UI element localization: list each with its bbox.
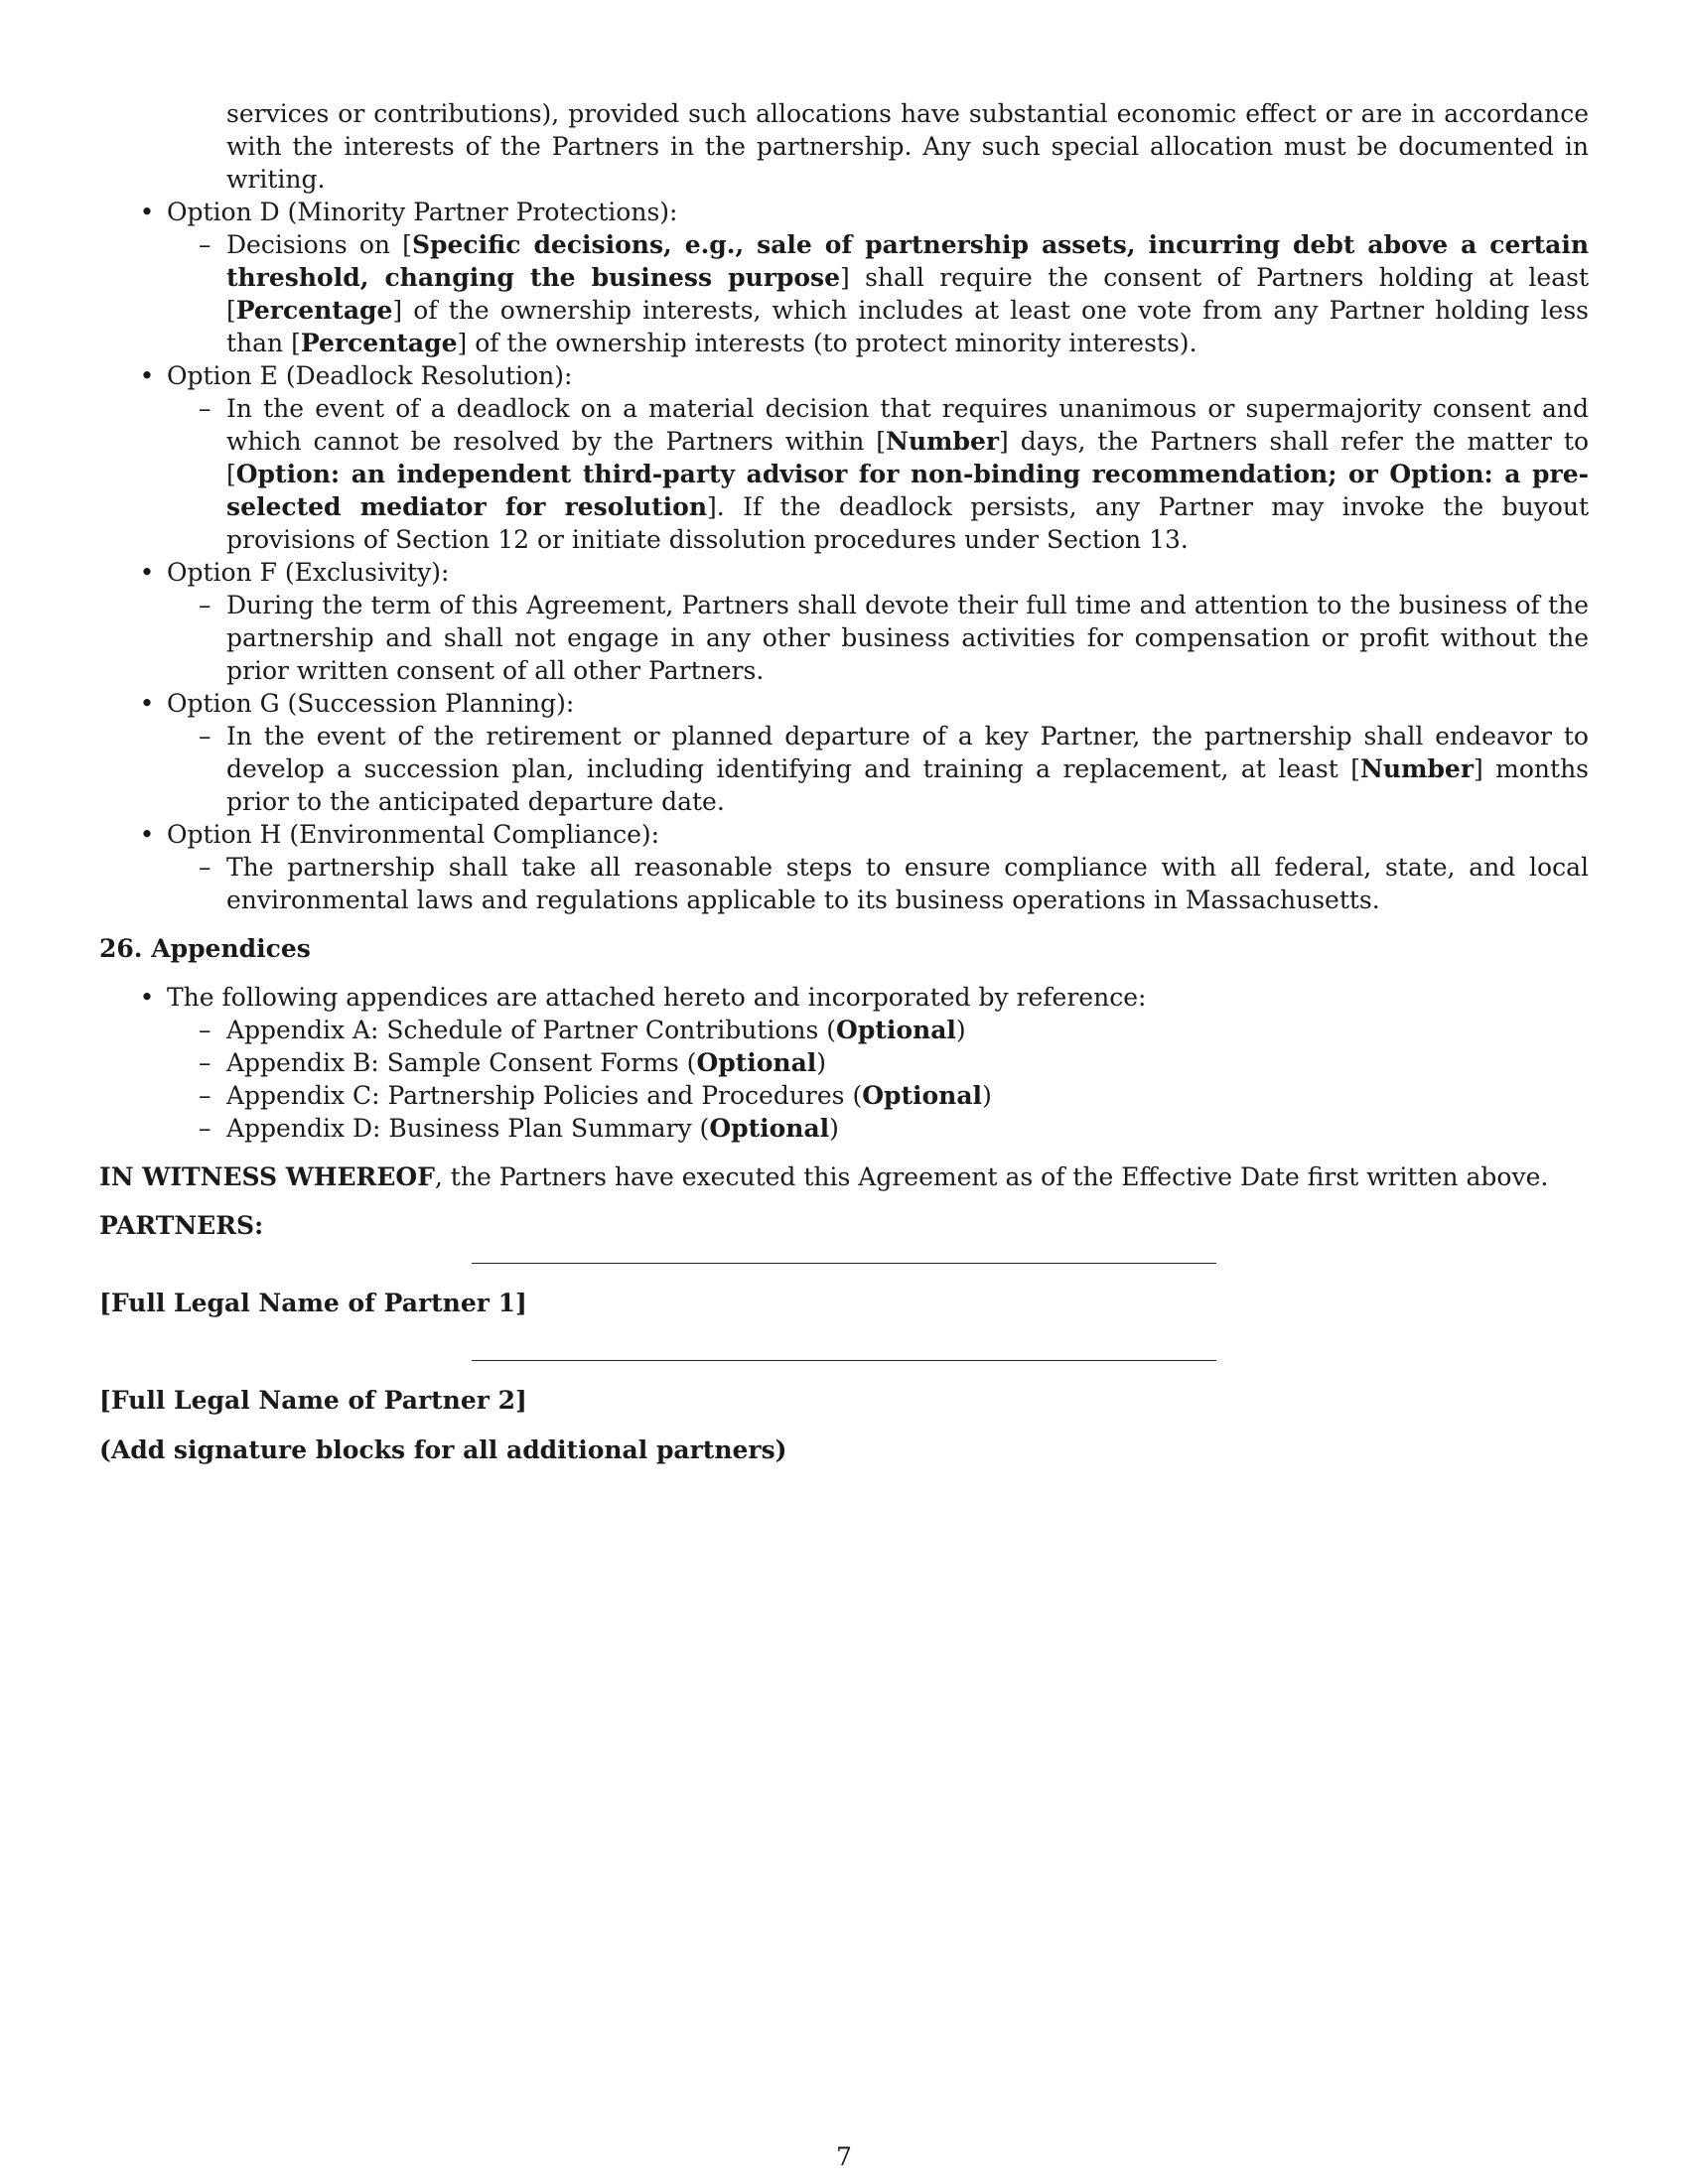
dash-icon: – bbox=[199, 394, 211, 423]
option-g-text: – In the event of the retirement or planned departure of a key Partner, the partnership shall endeavor to develop a succession plan, including identifying and training a replacement, at least [Number] months prior to the anticipated departure date. bbox=[199, 722, 1590, 816]
option-f-item bbox=[99, 556, 1589, 589]
dash-icon: – bbox=[199, 1081, 211, 1110]
partners-label: PARTNERS: bbox=[99, 1211, 264, 1240]
option-d-label: Option D (Minority Partner Protections): bbox=[167, 198, 678, 226]
dash-icon: – bbox=[199, 1048, 211, 1077]
bullet-icon: • bbox=[139, 361, 155, 390]
appendices-intro-item bbox=[99, 981, 1589, 1014]
option-g-item bbox=[99, 687, 1589, 720]
additional-partners-note: (Add signature blocks for all additional partners) bbox=[99, 1435, 787, 1464]
appendix-item: – Appendix C: Partnership Policies and Procedures (Optional) bbox=[199, 1081, 992, 1110]
option-e-item bbox=[99, 359, 1589, 392]
appendix-item: – Appendix D: Business Plan Summary (Optional) bbox=[199, 1114, 839, 1143]
document-body bbox=[99, 97, 1589, 1242]
page-number: 7 bbox=[836, 2142, 852, 2171]
appendices-intro: The following appendices are attached hereto and incorporated by reference: bbox=[167, 983, 1147, 1012]
dash-icon: – bbox=[199, 722, 211, 751]
section-heading-appendices: 26. Appendices bbox=[99, 934, 311, 963]
dash-icon: – bbox=[199, 853, 211, 882]
option-g-label: Option G (Succession Planning): bbox=[167, 689, 575, 718]
signature-line-partner-2 bbox=[472, 1360, 1216, 1361]
option-d-text: – Decisions on [Specific decisions, e.g., sale of partnership assets, incurring debt above a certain threshold, changing the business purpose] shall require the consent of Partners holding at least [Percentage] of the ownership interests, which includes at least one vote from any Partner holding less than [Percentage] of the ownership interests (to protect minority interests). bbox=[199, 230, 1590, 357]
bullet-icon: • bbox=[139, 820, 155, 849]
appendix-item: – Appendix B: Sample Consent Forms (Optional) bbox=[199, 1048, 827, 1077]
option-f-text: – During the term of this Agreement, Partners shall devote their full time and attention to the business of the partnership and shall not engage in any other business activities for compensation or profit without the prior written consent of all other Partners. bbox=[199, 591, 1589, 685]
option-f-label: Option F (Exclusivity): bbox=[167, 558, 450, 587]
bullet-icon: • bbox=[139, 983, 155, 1012]
signature-name-partner-2: [Full Legal Name of Partner 2] bbox=[99, 1386, 527, 1415]
option-h-label: Option H (Environmental Compliance): bbox=[167, 820, 660, 849]
appendix-item: – Appendix A: Schedule of Partner Contributions (Optional) bbox=[199, 1016, 966, 1044]
dash-icon: – bbox=[199, 1114, 211, 1143]
option-h-item bbox=[99, 818, 1589, 851]
signature-name-partner-1: [Full Legal Name of Partner 1] bbox=[99, 1289, 527, 1317]
dash-icon: – bbox=[199, 591, 211, 619]
option-d-item bbox=[99, 196, 1589, 228]
bullet-icon: • bbox=[139, 198, 155, 226]
witness-clause: IN WITNESS WHEREOF, the Partners have executed this Agreement as of the Effective Date first written above. bbox=[99, 1162, 1549, 1191]
bullet-icon: • bbox=[139, 689, 155, 718]
bullet-icon: • bbox=[139, 558, 155, 587]
signature-line-partner-1 bbox=[472, 1263, 1216, 1264]
continuation-paragraph: services or contributions), provided such allocations have substantial economic effect or are in accordance with the interests of the Partners in the partnership. Any such special allocation must be documented in writing. bbox=[226, 99, 1589, 194]
option-e-text: – In the event of a deadlock on a material decision that requires unanimous or supermajority consent and which cannot be resolved by the Partners within [Number] days, the Partners shall refer the matter to [Option: an independent third-party advisor for non-binding recommendation; or Option: a pre-selected mediator for resolution]. If the deadlock persists, any Partner may invoke the buyout provisions of Section 12 or initiate dissolution procedures under Section 13. bbox=[199, 394, 1589, 554]
dash-icon: – bbox=[199, 1016, 211, 1044]
option-h-text: – The partnership shall take all reasonable steps to ensure compliance with all federal, state, and local environmental laws and regulations applicable to its business operations in Massachusetts. bbox=[199, 853, 1589, 914]
option-e-label: Option E (Deadlock Resolution): bbox=[167, 361, 573, 390]
dash-icon: – bbox=[199, 230, 211, 259]
